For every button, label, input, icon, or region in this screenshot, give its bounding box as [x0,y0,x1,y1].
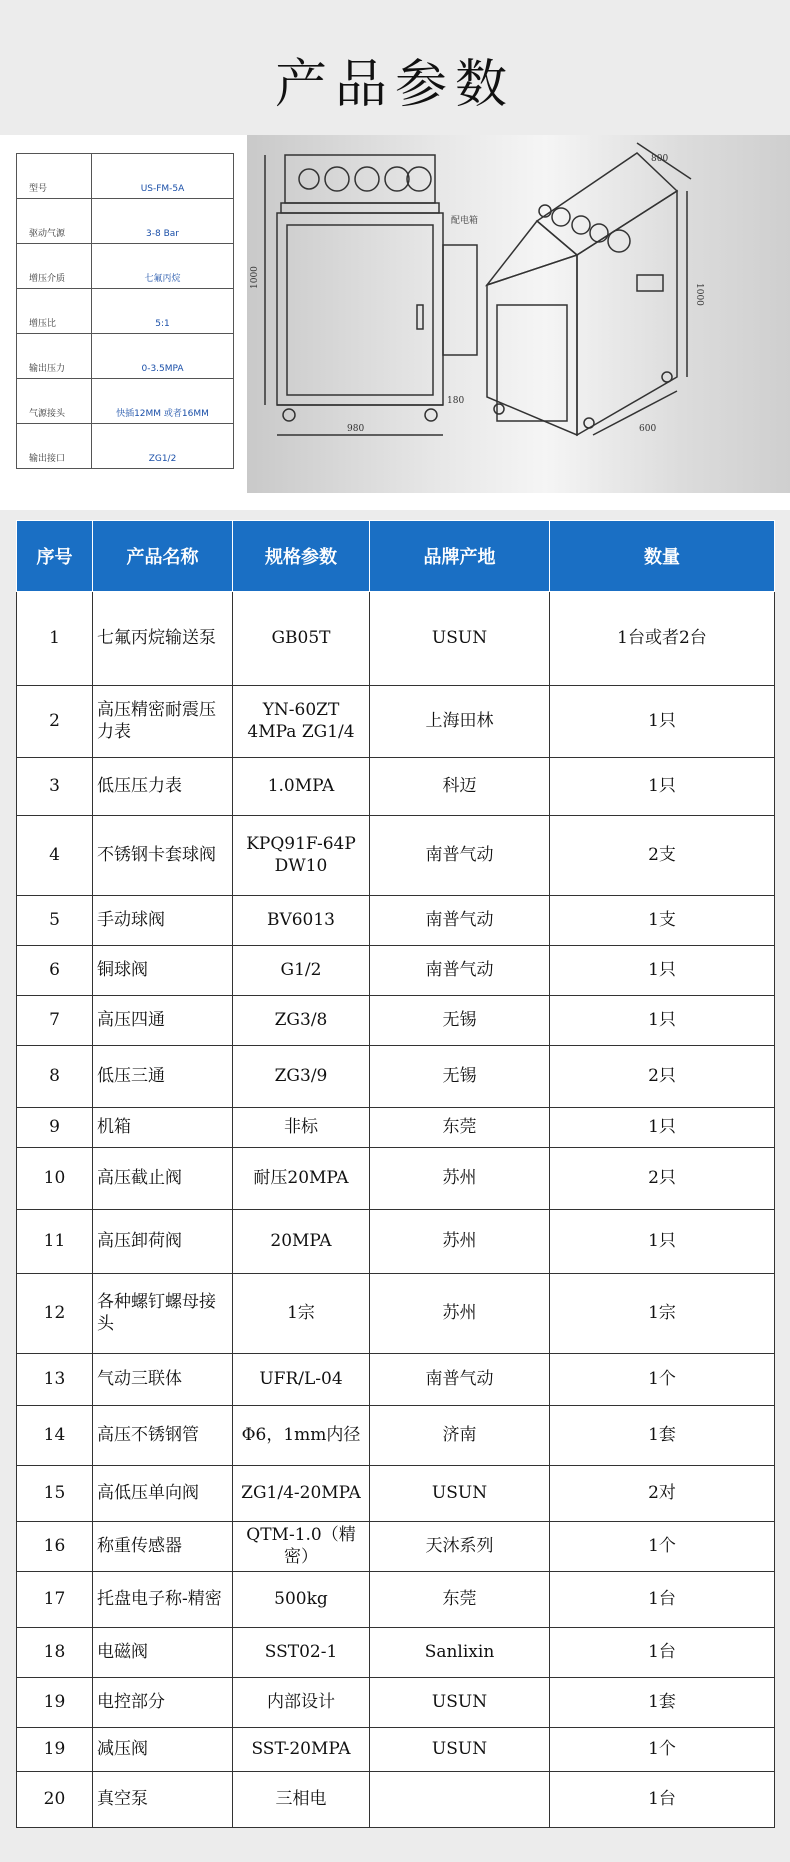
cell-spec: UFR/L-04 [233,1354,370,1406]
cell-spec: Φ6，1mm内径 [233,1406,370,1466]
cell-qty: 1只 [550,996,775,1046]
cell-no: 19 [17,1678,93,1728]
cell-no: 13 [17,1354,93,1406]
table-row [17,1772,775,1828]
spec-label: 驱动气源 [17,199,92,244]
front-cabinet [277,213,443,405]
cell-name: 高压精密耐震压力表 [93,686,233,758]
spec-label: 气源接头 [17,379,92,424]
cell-no: 16 [17,1522,93,1572]
parts-table [16,520,775,1828]
cell-name: 不锈钢卡套球阀 [93,816,233,896]
cell-brand: 东莞 [370,1108,550,1148]
spec-label: 型号 [17,154,92,199]
cell-name: 高压不锈钢管 [93,1406,233,1466]
table-row [17,1210,775,1274]
cell-spec: 20MPA [233,1210,370,1274]
table-row [17,1572,775,1628]
dim-depth: 800 [651,154,669,164]
cell-name: 托盘电子称-精密 [93,1572,233,1628]
spec-label: 输出压力 [17,334,92,379]
cell-spec: 1.0MPA [233,758,370,816]
table-row [17,896,775,946]
table-row [17,946,775,996]
dim-height-left: 1000 [250,266,260,289]
cell-name: 手动球阀 [93,896,233,946]
cell-spec: ZG3/9 [233,1046,370,1108]
cell-spec: SST-20MPA [233,1728,370,1772]
spec-label: 增压介质 [17,244,92,289]
spec-value: 快插12MM 或者16MM [92,379,234,424]
cell-name: 气动三联体 [93,1354,233,1406]
cell-spec: 内部设计 [233,1678,370,1728]
cell-name: 高压四通 [93,996,233,1046]
dim-side: 180 [447,396,465,406]
cell-name: 机箱 [93,1108,233,1148]
cell-brand: 无锡 [370,996,550,1046]
cell-qty: 2只 [550,1148,775,1210]
spec-row [17,334,234,379]
cell-spec: ZG3/8 [233,996,370,1046]
cell-qty: 1支 [550,896,775,946]
side-box [443,245,477,355]
cell-brand: 苏州 [370,1148,550,1210]
cell-qty: 1台 [550,1628,775,1678]
cell-brand: 济南 [370,1406,550,1466]
cell-qty: 2对 [550,1466,775,1522]
cell-name: 高低压单向阀 [93,1466,233,1522]
table-row [17,1728,775,1772]
header-spec: 规格参数 [233,521,370,592]
cell-brand: USUN [370,1466,550,1522]
cell-name: 铜球阀 [93,946,233,996]
cell-name: 减压阀 [93,1728,233,1772]
cell-spec: SST02-1 [233,1628,370,1678]
cell-no: 20 [17,1772,93,1828]
cell-qty: 1台 [550,1572,775,1628]
header-name: 产品名称 [93,521,233,592]
cell-qty: 1只 [550,1210,775,1274]
cell-brand: USUN [370,1678,550,1728]
cell-spec: 三相电 [233,1772,370,1828]
cell-name: 低压压力表 [93,758,233,816]
cell-spec: KPQ91F-64P DW10 [233,816,370,896]
cell-brand: 无锡 [370,1046,550,1108]
table-row [17,1046,775,1108]
spec-row [17,244,234,289]
cell-qty: 2只 [550,1046,775,1108]
cell-qty: 1台 [550,1772,775,1828]
cell-spec: ZG1/4-20MPA [233,1466,370,1522]
cell-no: 8 [17,1046,93,1108]
table-row [17,686,775,758]
spec-value: 5:1 [92,289,234,334]
label-distribution-box: 配电箱 [451,216,479,226]
cell-brand: 科迈 [370,758,550,816]
cell-no: 6 [17,946,93,996]
cell-no: 9 [17,1108,93,1148]
table-row [17,1522,775,1572]
table-row [17,1148,775,1210]
table-row [17,996,775,1046]
cell-no: 18 [17,1628,93,1678]
spec-row [17,199,234,244]
cell-spec: BV6013 [233,896,370,946]
cell-name: 各种螺钉螺母接头 [93,1274,233,1354]
table-row [17,1274,775,1354]
cell-qty: 1只 [550,946,775,996]
spec-value: 0-3.5MPA [92,334,234,379]
table-row [17,816,775,896]
dim-width-bottom: 980 [347,424,365,434]
spec-row [17,379,234,424]
cell-brand: 南普气动 [370,816,550,896]
cell-brand: 天沐系列 [370,1522,550,1572]
parts-table-wrap [16,520,774,1828]
header-qty: 数量 [550,521,775,592]
spec-value: ZG1/2 [92,424,234,469]
cell-spec: QTM-1.0（精密） [233,1522,370,1572]
cell-name: 高压截止阀 [93,1148,233,1210]
table-row [17,1466,775,1522]
table-row [17,1628,775,1678]
cell-brand: Sanlixin [370,1628,550,1678]
cell-qty: 1只 [550,758,775,816]
cell-spec: YN-60ZT 4MPa ZG1/4 [233,686,370,758]
cell-qty: 1台或者2台 [550,592,775,686]
cell-name: 电磁阀 [93,1628,233,1678]
table-row [17,1108,775,1148]
cell-qty: 1个 [550,1354,775,1406]
header-brand: 品牌产地 [370,521,550,592]
cell-spec: G1/2 [233,946,370,996]
cell-name: 高压卸荷阀 [93,1210,233,1274]
cell-brand: 南普气动 [370,946,550,996]
cell-brand: 南普气动 [370,896,550,946]
cell-no: 11 [17,1210,93,1274]
cell-qty: 1宗 [550,1274,775,1354]
cell-brand: 苏州 [370,1210,550,1274]
cell-no: 2 [17,686,93,758]
cell-brand: 上海田林 [370,686,550,758]
table-row [17,1354,775,1406]
cell-name: 电控部分 [93,1678,233,1728]
cell-spec: 1宗 [233,1274,370,1354]
cell-brand [370,1772,550,1828]
cell-name: 称重传感器 [93,1522,233,1572]
parts-header-row [17,521,775,592]
cell-qty: 1个 [550,1728,775,1772]
table-row [17,592,775,686]
cell-no: 14 [17,1406,93,1466]
dim-right-base: 600 [639,424,657,434]
cell-brand: USUN [370,592,550,686]
header-no: 序号 [17,521,93,592]
cell-no: 5 [17,896,93,946]
spec-value: 七氟丙烷 [92,244,234,289]
spec-row [17,289,234,334]
cell-no: 7 [17,996,93,1046]
dim-height-right: 1000 [694,283,704,306]
spec-value: US-FM-5A [92,154,234,199]
cell-no: 1 [17,592,93,686]
cell-qty: 1只 [550,1108,775,1148]
cell-spec: 非标 [233,1108,370,1148]
machine-drawing-svg [247,135,790,493]
cell-brand: 苏州 [370,1274,550,1354]
cell-no: 4 [17,816,93,896]
spec-label: 输出接口 [17,424,92,469]
cell-no: 3 [17,758,93,816]
cell-qty: 1个 [550,1522,775,1572]
front-gauge-panel [285,155,435,203]
cell-brand: 东莞 [370,1572,550,1628]
spec-value: 3-8 Bar [92,199,234,244]
table-row [17,1678,775,1728]
cell-no: 19 [17,1728,93,1772]
cell-spec: 500kg [233,1572,370,1628]
spec-table [16,153,234,469]
machine-drawing [247,135,790,493]
cell-spec: GB05T [233,592,370,686]
table-row [17,1406,775,1466]
cell-name: 七氟丙烷输送泵 [93,592,233,686]
cell-qty: 2支 [550,816,775,896]
spec-label: 增压比 [17,289,92,334]
cell-qty: 1套 [550,1406,775,1466]
cell-no: 10 [17,1148,93,1210]
table-row [17,758,775,816]
cell-qty: 1套 [550,1678,775,1728]
cell-no: 15 [17,1466,93,1522]
cell-spec: 耐压20MPA [233,1148,370,1210]
cell-brand: 南普气动 [370,1354,550,1406]
cell-brand: USUN [370,1728,550,1772]
cell-name: 低压三通 [93,1046,233,1108]
cell-no: 12 [17,1274,93,1354]
cell-qty: 1只 [550,686,775,758]
page-title: 产品参数 [274,55,515,115]
cell-name: 真空泵 [93,1772,233,1828]
cell-no: 17 [17,1572,93,1628]
spec-row [17,154,234,199]
spec-row [17,424,234,469]
